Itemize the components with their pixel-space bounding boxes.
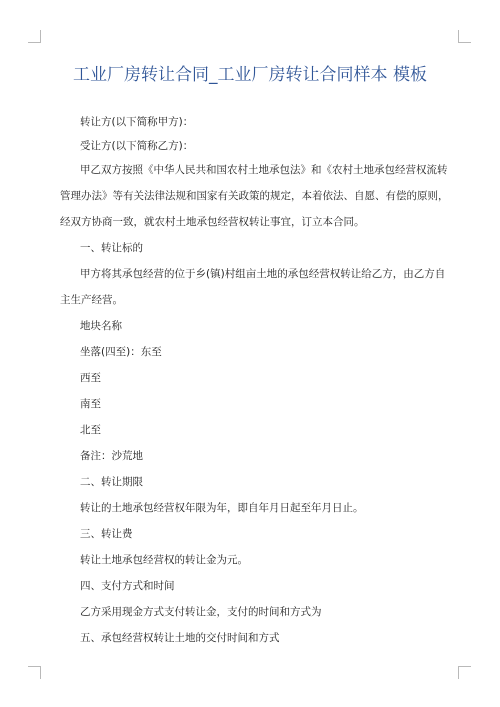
intro-paragraph-line-2: 管理办法》等有关法律法规和国家有关政策的规定，本着依法、自愿、有偿的原则， xyxy=(60,190,449,202)
section-1-text-line-1: 甲方将其承包经营的位于乡(镇)村组亩土地的承包经营权转让给乙方，由乙方自 xyxy=(80,268,446,280)
crop-mark-top-right xyxy=(458,30,471,43)
section-1-heading: 一、转让标的 xyxy=(80,242,143,254)
intro-paragraph-line-3: 经双方协商一致，就农村土地承包经营权转让事宜，订立本合同。 xyxy=(60,216,365,228)
section-3-text: 转让土地承包经营权的转让金为元。 xyxy=(80,554,248,566)
document-title: 工业厂房转让合同_工业厂房转让合同样本 模板 xyxy=(73,65,427,85)
section-4-heading: 四、支付方式和时间 xyxy=(80,580,175,592)
remark-line: 备注：沙荒地 xyxy=(80,450,143,462)
boundary-north-line: 北至 xyxy=(80,424,101,436)
section-1-text-line-2: 主生产经营。 xyxy=(60,294,123,306)
transferor-line: 转让方(以下简称甲方)： xyxy=(80,116,194,128)
transferee-line: 受让方(以下简称乙方)： xyxy=(80,140,194,152)
crop-mark-bottom-right xyxy=(458,666,471,679)
boundary-east-line: 坐落(四至)：东至 xyxy=(80,346,162,358)
section-4-text: 乙方采用现金方式支付转让金，支付的时间和方式为 xyxy=(80,606,322,618)
boundary-south-line: 南至 xyxy=(80,398,101,410)
section-2-text: 转让的土地承包经营权年限为年，即自年月日起至年月日止。 xyxy=(80,502,364,514)
section-5-heading: 五、承包经营权转让土地的交付时间和方式 xyxy=(80,632,280,644)
boundary-west-line: 西至 xyxy=(80,372,101,384)
intro-paragraph-line-1: 甲乙双方按照《中华人民共和国农村土地承包法》和《农村土地承包经营权流转 xyxy=(80,164,448,176)
crop-mark-bottom-left xyxy=(28,666,41,679)
crop-mark-top-left xyxy=(28,30,41,43)
section-3-heading: 三、转让费 xyxy=(80,528,133,540)
section-2-heading: 二、转让期限 xyxy=(80,476,143,488)
plot-name-line: 地块名称 xyxy=(80,320,122,332)
